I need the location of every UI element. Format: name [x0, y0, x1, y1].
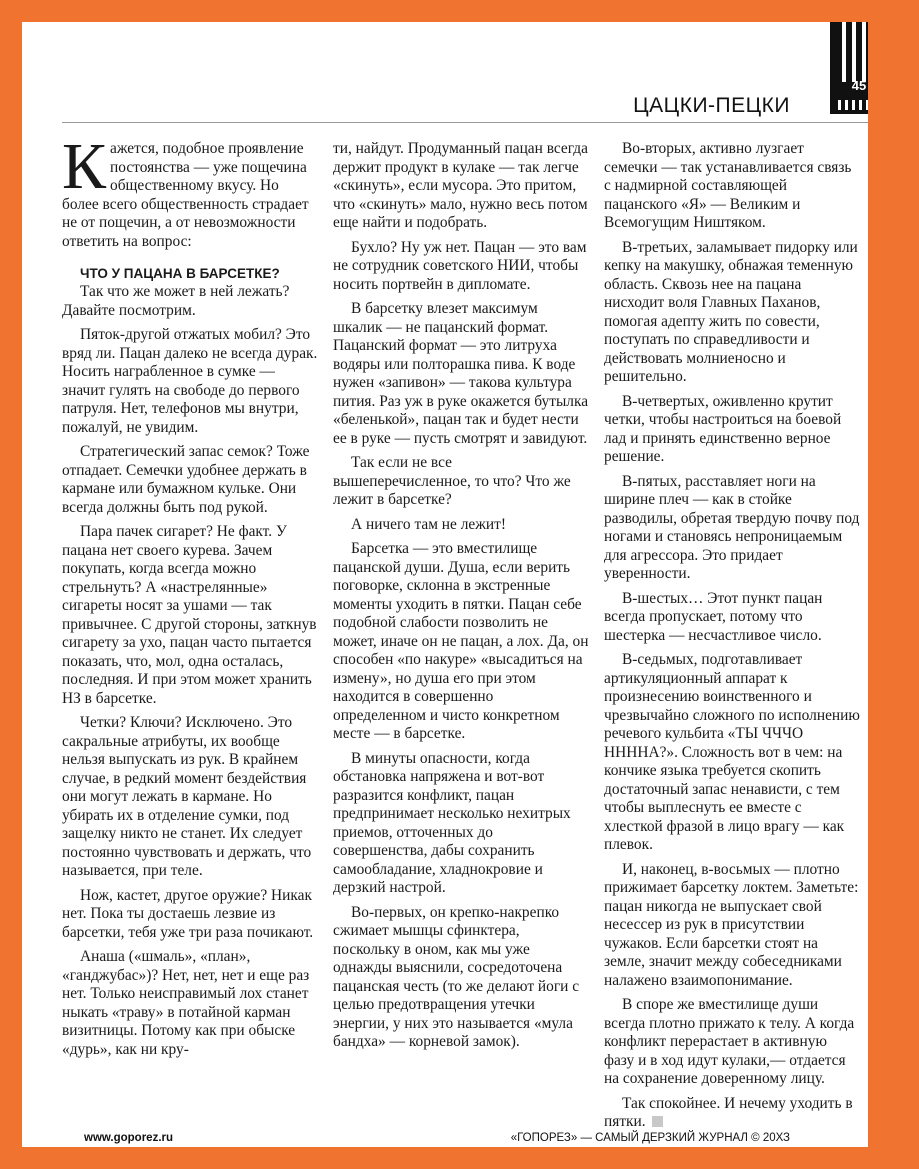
paragraph-continued: ти, найдут. Продуманный пацан всегда держит продукт в кулаке — так легче «скинуть», если мусора. Это притом, что «скинуть» мало, нужно весь потом еще найти и подобрать.: [333, 140, 588, 231]
paragraph: Четки? Ключи? Исключено. Это сакральные атрибуты, их вообще нельзя выпускать из рук. В крайнем случае, в редкий момент бездействия они могут лежать в кармане. Но убирать их в отделение сумки, под защелку никто не станет. Их следует постоянно чувствовать и держать, что называется, при теле.: [62, 714, 312, 879]
paragraph: В споре же вместилище души всегда плотно прижато к телу. А когда конфликт перерастает в активную фазу и в ход идут кулаки,— отдается на сохранение доверенному лицу.: [604, 996, 855, 1087]
section-title: ЦАЦКИ-ПЕЦКИ: [633, 94, 790, 117]
footer-tagline: «ГОПОРЕЗ» — САМЫЙ ДЕРЗКИЙ ЖУРНАЛ © 20ХЗ: [510, 1132, 790, 1144]
tab-stripe: [862, 22, 866, 82]
closing-paragraph: [604, 1095, 860, 1132]
paragraph: И, наконец, в-восьмых — плотно прижимает барсетку локтем. Заметьте: пацан никогда не выпускает свой несессер из рук в присутствии чужаков. Если барсетки стоят на земле, значит между собеседниками налажено взаимопонимание.: [604, 860, 859, 989]
paragraph: Во-первых, он крепко-накрепко сжимает мышцы сфинктера, поскольку в оном, как мы уже однажды выяснили, сосредоточена пацанская честь (то же делают йоги с целью предотвращения утечки энергии, у них это называется «мула бандха» — корневой замок).: [333, 903, 580, 1050]
paragraph: Так если не все вышеперечисленное, то что? Что же лежит в барсетке?: [333, 454, 571, 508]
column-3: [604, 140, 860, 1132]
magazine-page: [22, 22, 868, 1147]
tab-stripe: [852, 22, 856, 82]
page-number-tab: [830, 22, 868, 114]
article-subheading: ЧТО У ПАЦАНА В БАРСЕТКЕ?: [80, 266, 280, 281]
footer-website: www.goporez.ru: [84, 1132, 174, 1144]
paragraph: В минуты опасности, когда обстановка напряжена и вот-вот разразится конфликт, пацан предпринимает несколько нехитрых приемов, отточенных до совершенства, дабы сохранить самообладание, хладнокровие и дерзкий настрой.: [333, 749, 571, 896]
paragraph: Пяток-другой отжатых мобил? Это вряд ли. Пацан далеко не всегда дурак. Носить награбленное в сумке — значит гулять на свободе до первого патруля. Нет, телефонов мы внутри, пожалуй, не увидим.: [62, 326, 318, 436]
paragraph: В-седьмых, подготавливает артикуляционный аппарат к произнесению воинственного и чрезвычайно сложного по исполнению речевого кульбита «ТЫ ЧЧЧО ННННА?». Сложность вот в чем: на кончике языка требуется скопить достаточный запас ненависти, с тем чтобы выплеснуть ее вместе с хлесткой фразой в лицо врагу — как плевок.: [604, 651, 860, 853]
intro-paragraph: [62, 130, 318, 251]
paragraph: Так что же может в ней лежать? Давайте посмотрим.: [62, 283, 290, 319]
header-rule: [62, 122, 868, 123]
paragraph: Бухло? Ну уж нет. Пацан — это вам не сотрудник советского НИИ, чтобы носить портвейн в дипломате.: [333, 238, 587, 293]
tab-stripe: [842, 22, 846, 82]
column-1: [62, 130, 318, 1059]
paragraph: Барсетка — это вместилище пацанской души. Душа, если верить поговорке, склонна в экстренные моменты уходить в пятки. Пацан себе подобной слабости позволить не может, иначе он не пацан, а лох. Да, он способен «по накуре» «высадиться на измену», но душа его при этом находится в совершенно определенном и чисто конкретном месте — в барсетке.: [333, 540, 589, 742]
closing-text: Так спокойнее. И нечему уходить в пятки.: [604, 1094, 853, 1130]
column-2: [333, 140, 589, 1052]
paragraph: В-шестых… Этот пункт пацан всегда пропускает, потому что шестерка — несчастливое число.: [604, 589, 823, 644]
paragraph: В-третьих, заламывает пидорку или кепку на макушку, обнажая теменную область. Сквозь нее на пацана нисходит воля Главных Паханов, помогая адепту жить по совести, поступать по справедливости и действовать молниеносно и решительно.: [604, 238, 858, 385]
paragraph: Во-вторых, активно лузгает семечки — так устанавливается связь с надмирной составляющей пацанского «Я» — Великим и Всемогущим Ништяком.: [604, 140, 852, 231]
page-number: 45: [851, 78, 867, 93]
paragraph: А ничего там не лежит!: [351, 515, 506, 533]
paragraph: Стратегический запас семок? Тоже отпадает. Семечки удобнее держать в кармане или бумажном кульке. Они всегда должны быть под рукой.: [62, 443, 310, 516]
paragraph: Анаша («шмаль», «план», «ганджубас»)? Нет, нет, нет и еще раз нет. Только неисправимый лох станет ныкать «траву» в потайной карман визитницы. Потому как при обыске «дурь», как ни кру-: [62, 948, 310, 1058]
drop-cap: К: [62, 130, 107, 203]
paragraph: В-четвертых, оживленно крутит четки, чтобы настроиться на боевой лад и принять единственно верное решение.: [604, 392, 842, 465]
paragraph: Пара пачек сигарет? Не факт. У пацана нет своего курева. Зачем покупать, когда всегда можно стрельнуть? А «настрелянные» сигареты носят за ушами — так привычнее. С другой стороны, заткнув сигарету за ухо, пацан часто пытается показать, что, мол, одна осталась, последняя. И при этом может хранить НЗ в барсетке.: [62, 523, 317, 707]
paragraph: Нож, кастет, другое оружие? Никак нет. Пока ты достаешь лезвие из барсетки, тебя уже три раза почикают.: [62, 886, 314, 941]
paragraph: В-пятых, расставляет ноги на ширине плеч — как в стойке разводилы, обретая твердую почву под ногами и становясь непроницаемым для агрессора. Это придает уверенности.: [604, 472, 860, 582]
intro-text: ажется, подобное проявление постоянства — уже пощечина общественному вкусу. Но более всего общественность страдает не от пощечин, а от невозможности ответить на вопрос:: [62, 140, 309, 250]
end-of-article-mark: [652, 1116, 663, 1127]
paragraph: В барсетку влезет максимум шкалик — не пацанский формат. Пацанский формат — это литруха водяры или полторашка пива. К воде нужен «запивон» — такова культура пития. Раз уж в руке окажется бутылка «беленькой», пацан так и будет нести ее в руке — пусть смотрят и завидуют.: [333, 300, 589, 447]
tab-barcode: [838, 100, 868, 110]
